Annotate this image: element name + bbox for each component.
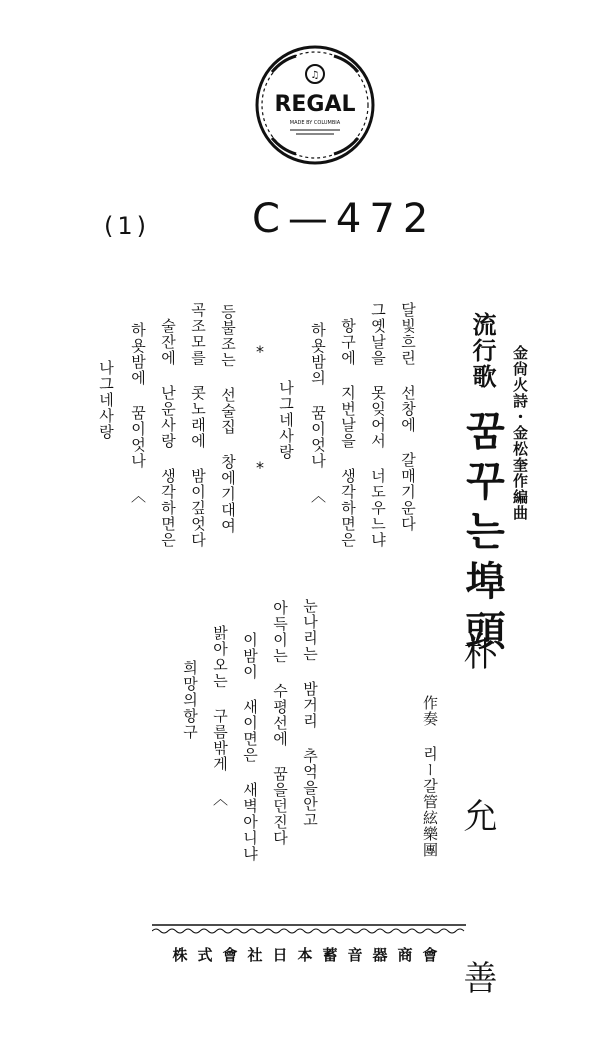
separator-star: * [256,458,264,477]
logo-tagline: MADE BY COLUMBIA [289,120,341,126]
publisher-footer: 株式會社日本蓄音器商會 [172,946,448,964]
verse2-line2: 아득이는 수평선에 꿈을던진다 [271,600,289,846]
verse1-line1: 달빛흐린 선창에 갈매기운다 [399,302,417,532]
verse3-line5: 나그네사랑 [97,360,115,440]
accompaniment-credit: 作奏 리ー갈管絃樂團 [421,695,439,858]
verse1-line4: 하욧밤의 꿈이엇나 〈 [309,322,327,504]
verse1-line2: 그옛날을 못잊어서 너도우느냐 [369,302,387,548]
regal-logo-graphic [252,42,378,168]
separator-star: * [256,342,264,361]
lyricist-composer-credit: 金尙火詩・金松奎作編曲 [511,345,529,521]
singer-name: 朴 允 善 [457,636,497,1038]
verse2-line5: 희망의항구 [181,660,199,740]
sheet-number: (1) [104,212,150,240]
verse3-line2: 곡조모를 콧노래에 밤이깊엇다 [189,302,207,548]
verse1-line5: 나그네사랑 [277,380,295,460]
genre-label: 流行歌 [468,312,497,390]
verse2-line1: 눈나리는 밤거리 추억을안고 [301,598,319,828]
song-title: 꿈꾸는埠頭 [459,410,506,660]
verse3-line3: 술잔에 난운사랑 생각하면은 [159,318,177,548]
verse3-line1: 등불조는 선술집 창에기대여 [219,304,237,534]
verse2-line3: 이밤이 새이면은 새벽아니냐 [241,632,259,862]
catalog-number: C—472 [252,196,437,242]
verse2-line4: 밝아오는 구름밖게 〈 [211,625,229,807]
verse3-line4: 하욧밤에 꿈이엇나 〈 [129,322,147,504]
svg-text:♫: ♫ [310,70,320,81]
verse1-line3: 항구에 지번날을 생각하면은 [339,318,357,548]
footer-ornamental-rule [152,922,466,934]
logo-brand: REGAL [274,92,356,117]
regal-logo [252,42,378,168]
